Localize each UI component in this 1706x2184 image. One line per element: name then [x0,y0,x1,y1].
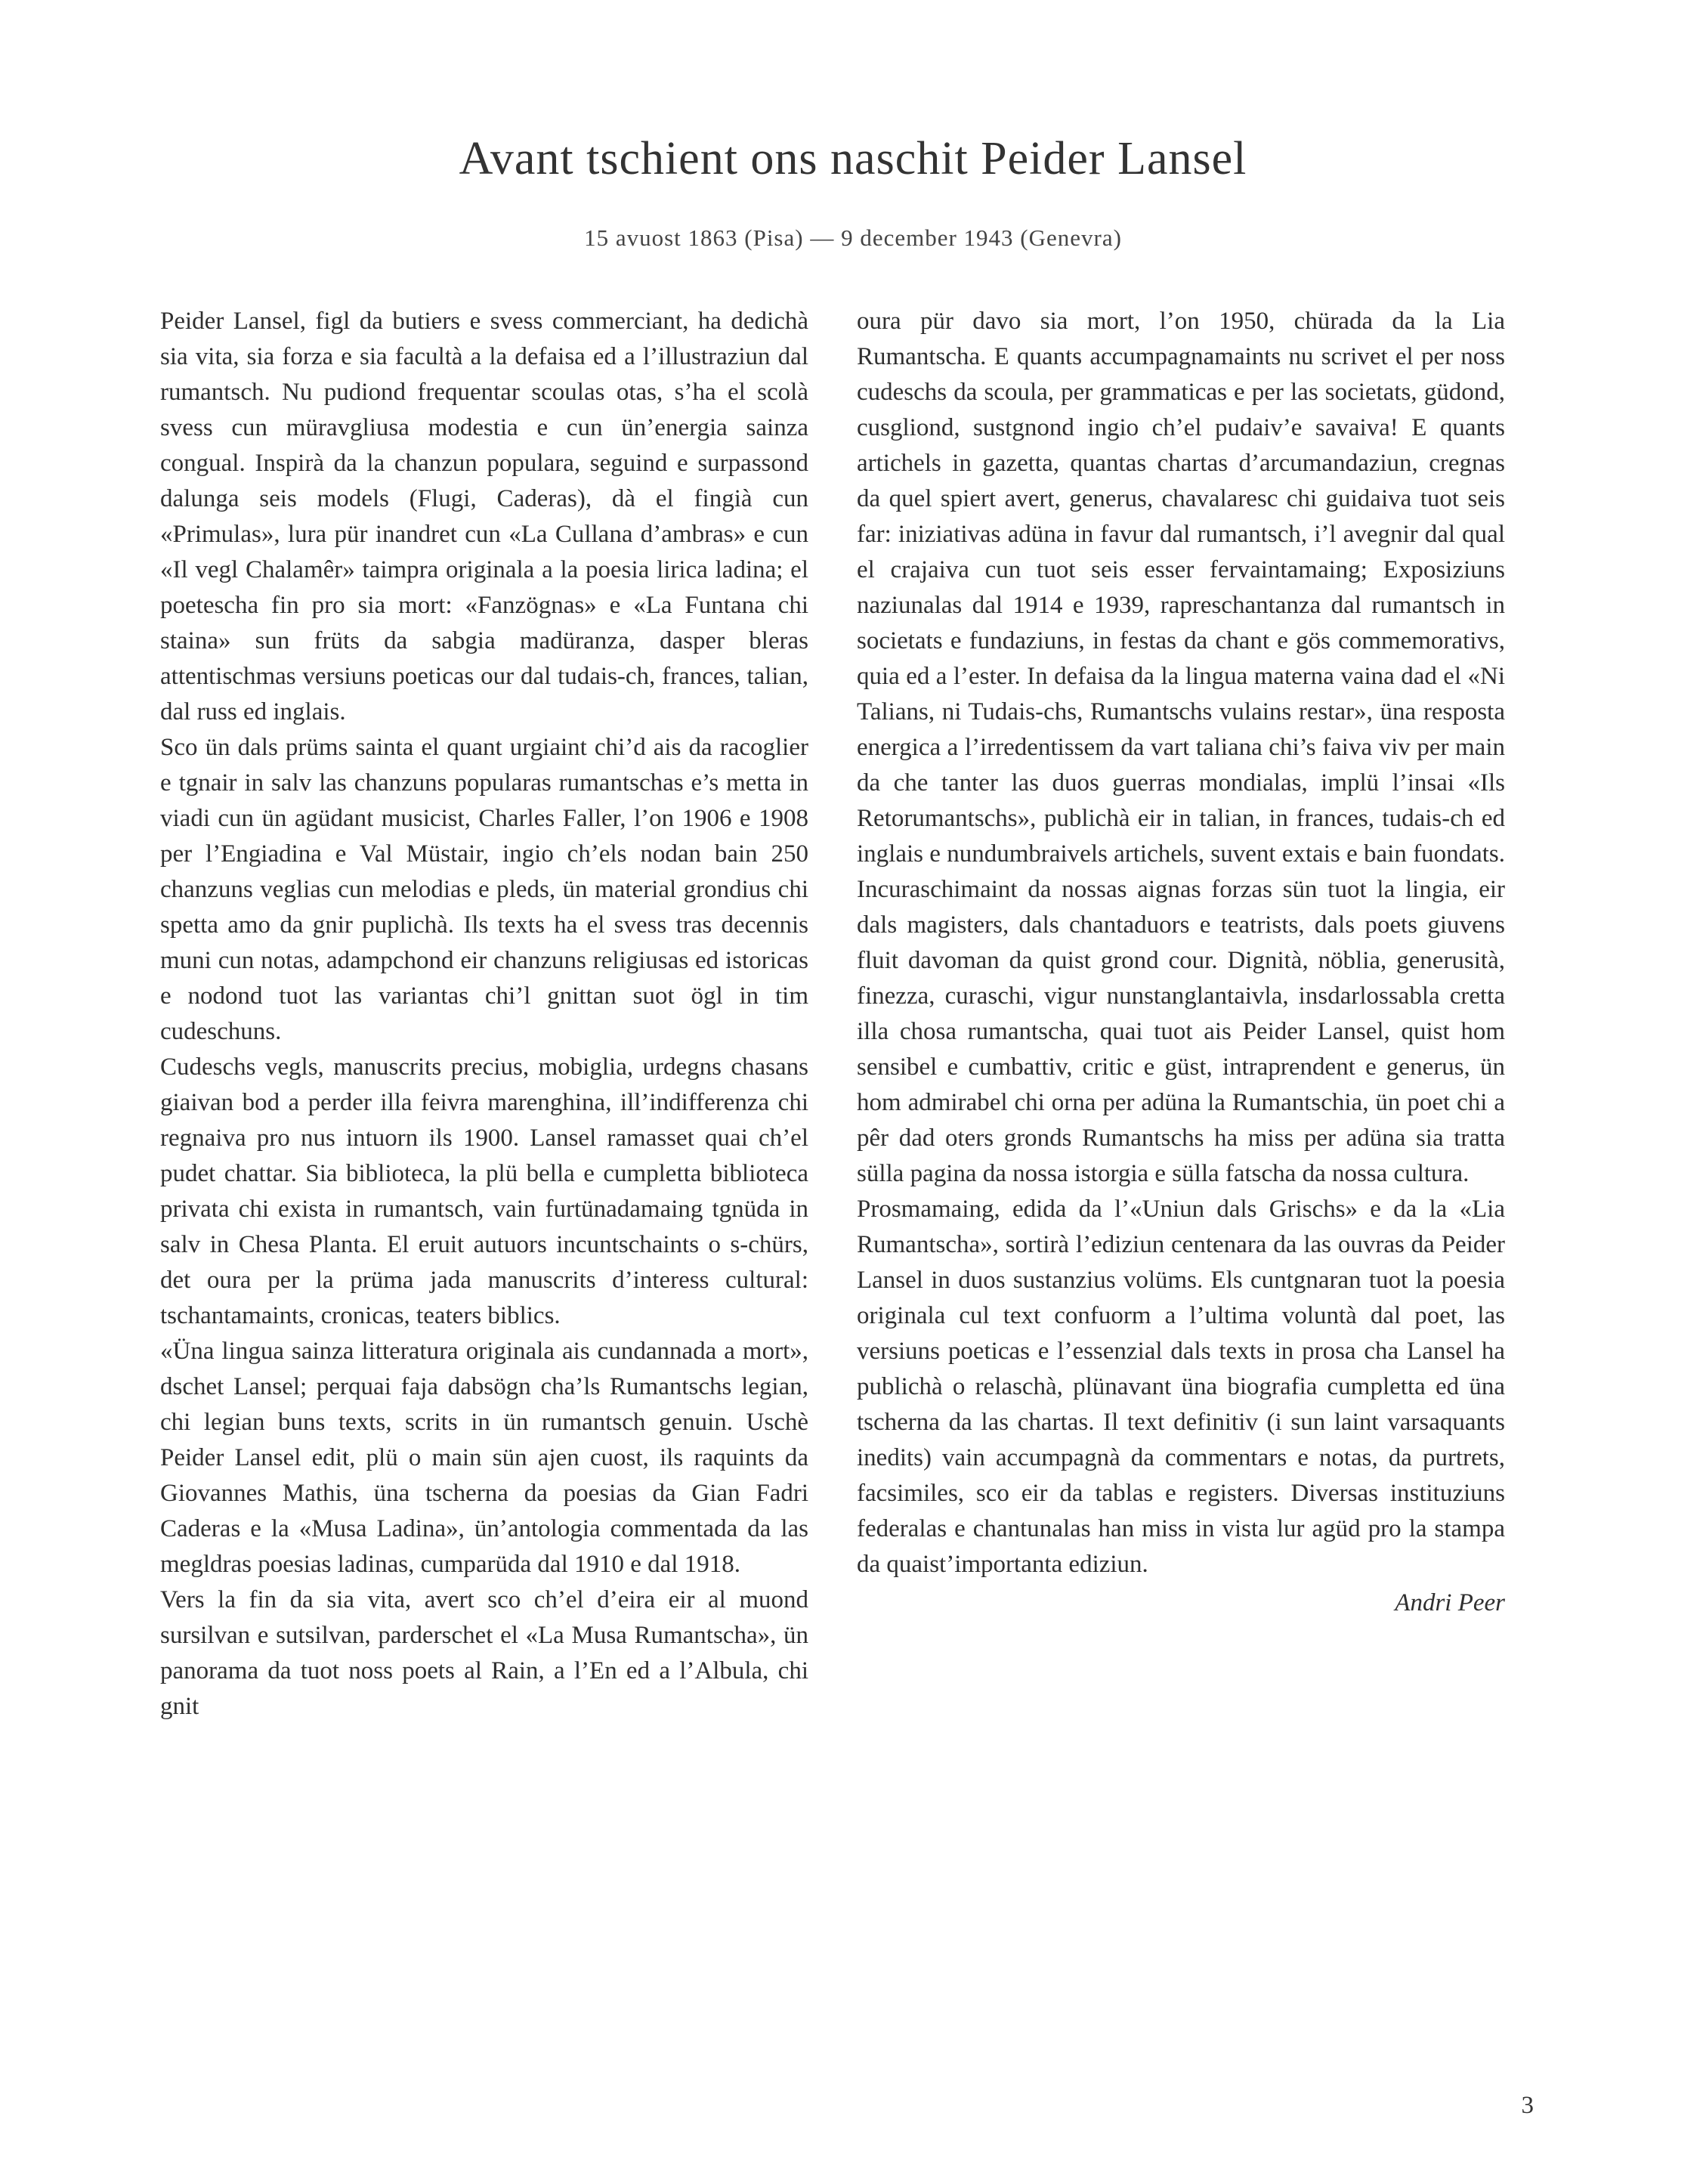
author-signature: Andri Peer [1395,1589,1505,1616]
right-column [857,304,1505,1621]
paragraph: Cudeschs vegls, manuscrits precius, mobiglia, urdegns chasans giaivan bod a perder illa feivra marenghina, ill’indifferenza chi regnaiva pro nus intuorn ils 1900. Lansel ramasset quai ch’el pudet chattar. Sia biblioteca, la plü bella e cumpletta biblioteca privata chi exista in rumantsch, vain furtünadamaing tgnüda in salv in Chesa Planta. El eruit autuors incuntschaints o s-chürs, det oura per la prüma jada manuscrits d’interess cultural: tschantamaints, cronicas, teaters biblics. [160,1053,808,1329]
paragraph: «Üna lingua sainza litteratura originala ais cundannada a mort», dschet Lansel; perquai faja dabsögn cha’ls Rumantschs legian, chi legian buns texts, scrits in ün rumantsch genuin. Uschè Peider Lansel edit, plü o main sün ajen cuost, ils raquints da Giovannes Mathis, üna tscherna da poesias da Gian Fadri Caderas e la «Musa Ladina», ün’antologia commentada da las megldras poesias ladinas, cumparüda dal 1910 e dal 1918. [160,1338,808,1578]
page-number: 3 [1521,2092,1534,2119]
paragraph: Sco ün dals prüms sainta el quant urgiaint chi’d ais da racoglier e tgnair in salv las chanzuns popularas rumantschas e’s metta in viadi cun ün agüdant musicist, Charles Faller, l’on 1906 e 1908 per l’Engiadina e Val Müstair, ingio ch’els nodan bain 250 chanzuns veglias cun melodias e pleds, ün material grondius chi spetta amo da gnir puplichà. Ils texts ha el svess tras decennis muni cun notas, adampchond eir chanzuns religiusas ed istoricas e nodond tuot las variantas chi’l gnittan suot ögl in tim cudeschuns. [160,734,808,1045]
paragraph: Vers la fin da sia vita, avert sco ch’el d’eira eir al muond sursilvan e sutsilvan, parderschet el «La Musa Rumantscha», ün panorama da tuot noss poets al Rain, a l’En ed a l’Albula, chi gnit [160,1586,808,1720]
paragraph: oura pür davo sia mort, l’on 1950, chürada da la Lia Rumantscha. E quants accumpagnamaints nu scrivet el per noss cudeschs da scoula, per grammaticas e per las societats, güdond, cusgliond, sustgnond ingio ch’el pudaiv’e savaiva! E quants artichels in gazetta, quantas chartas d’arcumandaziun, cregnas da quel spiert avert, generus, chavalaresc chi guidaiva tuot seis far: iniziativas adüna in favur dal rumantsch, i’l avegnir dal qual el crajaiva cun tuot seis esser fervaintamaing; Exposiziuns naziunalas dal 1914 e 1939, rapreschantanza dal rumantsch in societats e fundaziuns, in festas da chant e gös commemorativs, quia ed a l’ester. In defaisa da la lingua materna vaina dad el «Ni Talians, ni Tudais-chs, Rumantschs vulains restar», üna resposta energica a l’irredentissem da vart taliana chi’s faiva viv per main da che tanter las duos guerras mondialas, implü l’insai «Ils Retorumantschs», publichà eir in talian, in frances, tudais-ch ed inglais e nundumbraivels artichels, suvent extais e bain fuondats. Incuraschimaint da nossas aignas forzas sün tuot la lingia, eir dals magisters, dals chantaduors e teatrists, dals poets giuvens fluit davoman da quist grond cour. Dignità, nöblia, generusità, finezza, curaschi, vigur nunstanglantaivla, insdarlossabla cretta illa chosa rumantscha, quai tuot ais Peider Lansel, quist hom sensibel e cumbattiv, critic e güst, intraprendent e generus, ün hom admirabel chi orna per adüna la Rumantschia, ün poet chi a pêr dad oters gronds Rumantschs ha miss per adüna sia tratta sülla pagina da nossa istorgia e sülla fatscha da nossa cultura. [857,308,1505,1187]
article-subtitle: 15 avuost 1863 (Pisa) — 9 december 1943 (Genevra) [584,224,1122,251]
article-title: Avant tschient ons naschit Peider Lansel [459,133,1247,184]
paragraph: Prosmamaing, edida da l’«Uniun dals Grischs» e da la «Lia Rumantscha», sortirà l’ediziun centenara da las ouvras da Peider Lansel in duos sustanzius volüms. Els cuntgnaran tuot la poesia originala cul text confuorm a l’ultima voluntà dal poet, las versiuns poeticas e l’essenzial dals texts in prosa cha Lansel ha publichà o relaschà, plünavant üna biografia cumpletta ed üna tscherna da las chartas. Il text definitiv (i sun laint varsaquants inedits) vain accumpagnà da commentars e notas, da purtrets, facsimiles, sco eir da tablas e registers. Diversas instituziuns federalas e chantunalas han miss in vista lur agüd pro la stampa da quaist’importanta ediziun. [857,1196,1505,1578]
paragraph: Peider Lansel, figl da butiers e svess commerciant, ha dedichà sia vita, sia forza e sia facultà a la defaisa ed a l’illustraziun dal rumantsch. Nu pudiond frequentar scoulas otas, s’ha el scolà svess cun müravgliusa modestia e cun ün’energia sainza congual. Inspirà da la chanzun populara, seguind e surpassond dalunga seis models (Flugi, Caderas), dà el fingià cun «Primulas», lura pür inandret cun «La Cullana d’ambras» e cun «Il vegl Chalamêr» taimpra originala a la poesia lirica ladina; el poetescha fin pro sia mort: «Fanzögnas» e «La Funtana chi staina» sun früts da sabgia madüranza, dasper bleras attentischmas versiuns poeticas our dal tudais-ch, frances, talian, dal russ ed inglais. [160,308,808,725]
left-column [160,304,808,1725]
